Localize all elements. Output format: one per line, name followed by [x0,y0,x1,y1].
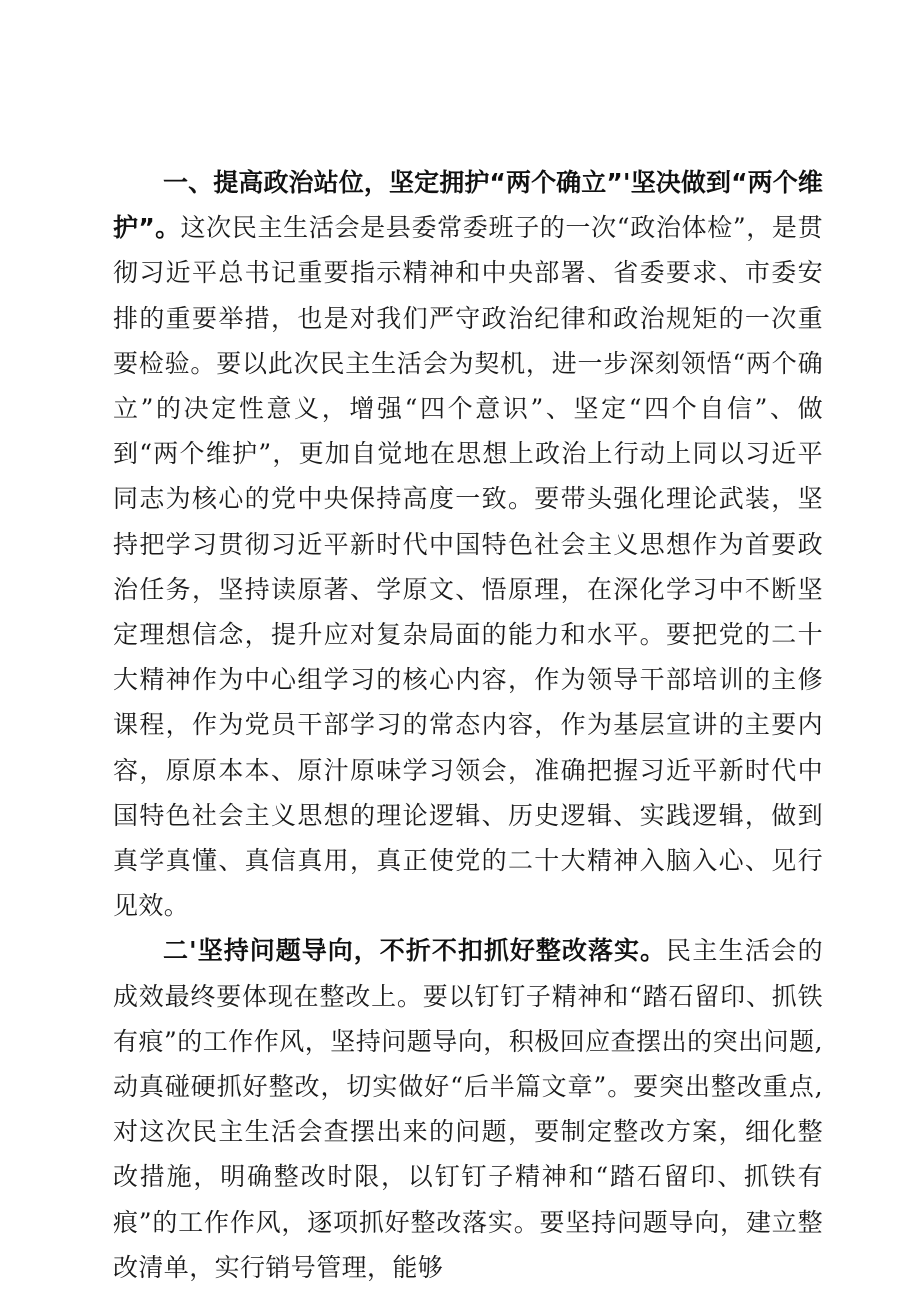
paragraph-1-text: 这次民主生活会是县委常委班子的一次“政治体检”，是贯彻习近平总书记重要指示精神和中央部署、省委要求、市委安排的重要举措，也是对我们严守政治纪律和政治规矩的一次重要检验。要以此次民主生活会为契机，进一步深刻领悟“两个确立”的决定性意义，增强“四个意识”、坚定“四个自信”、做到“两个维护”，更加自觉地在思想上政治上行动上同以习近平同志为核心的党中央保持高度一致。要带头强化理论武装，坚持把学习贯彻习近平新时代中国特色社会主义思想作为首要政治任务，坚持读原著、学原文、悟原理，在深化学习中不断坚定理想信念，提升应对复杂局面的能力和水平。要把党的二十大精神作为中心组学习的核心内容，作为领导干部培训的主修课程，作为党员干部学习的常态内容，作为基层宣讲的主要内容，原原本本、原汁原味学习领会，准确把握习近平新时代中国特色社会主义思想的理论逻辑、历史逻辑、实践逻辑，做到真学真懂、真信真用，真正使党的二十大精神入脑入心、见行见效。 [113,213,823,921]
paragraph-2-heading: 二'坚持问题导向，不折不扣抓好整改落实。 [163,936,667,966]
paragraph-2-text: 民主生活会的成效最终要体现在整改上。要以钉钉子精神和“踏石留印、抓铁有痕”的工作作风，坚持问题导向，积极回应查摆出的突出问题,动真碰硬抓好整改，切实做好“后半篇文章”。要突出整改重点,对这次民主生活会查摆出来的问题，要制定整改方案，细化整改措施，明确整改时限，以钉钉子精神和“踏石留印、抓铁有痕”的工作作风，逐项抓好整改落实。要坚持问题导向，建立整改清单，实行销号管理，能够 [113,936,824,1282]
paragraph-1 [113,160,823,928]
paragraph-2 [113,928,823,1290]
document-body [113,160,823,1290]
paragraph-1-heading: 一、提高政治站位，坚定拥护“两个确立”'坚决做到“两个维护”。 [113,168,823,243]
